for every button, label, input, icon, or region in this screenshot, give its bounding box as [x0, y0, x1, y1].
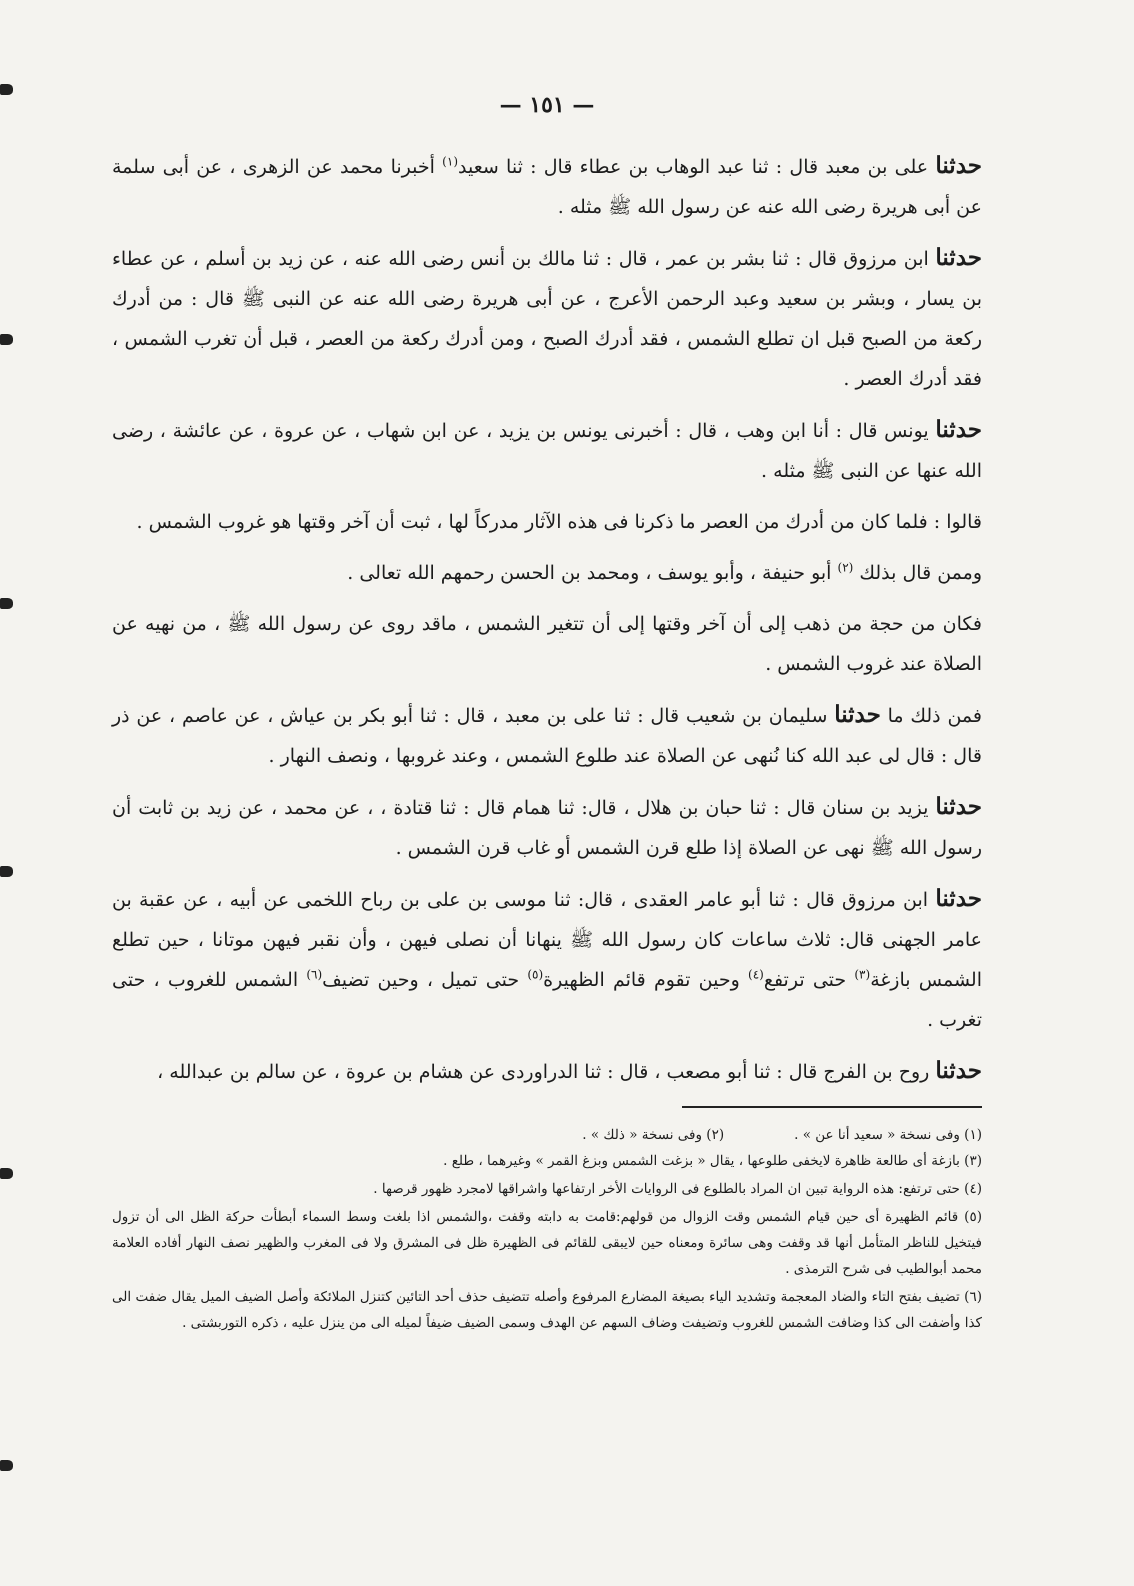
page [112, 92, 982, 1546]
footnote-2: (٢) وفى نسخة « ذلك » . [582, 1127, 725, 1143]
binding-mark [0, 1460, 13, 1471]
hadith-keyword: حدثنا [935, 885, 982, 912]
paragraph: وممن قال بذلك $^{(٢)}$ أبو حنيفة ، وأبو يوسف ، ومحمد بن الحسن رحمهم الله تعالى . [347, 560, 982, 584]
paragraph: حدثنا ابن مرزوق قال : ثنا بشر بن عمر ، قال : ثنا مالك بن أنس رضى الله عنه ، عن زيد بن أسلم ، عن عطاء بن يسار ، وبشر بن سعيد وعبد الرحمن الأعرج ، عن أبى هريرة رضى الله عنه عن النبى ﷺ قال : من أدرك ركعة من الصبح قبل ان تطلع الشمس ، فقد أدرك الصبح ، ومن أدرك ركعة من العصر ، قبل أن تغرب الشمس ، فقد أدرك العصر . [112, 244, 982, 390]
footnotes [112, 1122, 982, 1336]
footnote-ref[interactable]: (١) [442, 154, 458, 169]
page-number: — ١٥١ — [499, 92, 595, 118]
binding-mark [0, 84, 13, 95]
paragraph: قالوا : فلما كان من أدرك من العصر ما ذكرنا فى هذه الآثار مدركاً لها ، ثبت أن آخر وقتها هو غروب الشمس . [136, 511, 982, 533]
paragraph: حدثنا يزيد بن سنان قال : ثنا حبان بن هلال ، قال: ثنا همام قال : ثنا قتادة ، ، عن محمد ، عن زيد بن ثابت أن رسول الله ﷺ نهى عن الصلاة إذا طلع قرن الشمس أو غاب قرن الشمس . [112, 793, 982, 859]
footnote-4: (٤) حتى ترتفع: هذه الرواية تبين ان المراد بالطلوع فى الروايات الأخر ارتفاعها واشراقها لامجرد ظهور قرصها . [373, 1181, 982, 1197]
paragraph: حدثنا ابن مرزوق قال : ثنا أبو عامر العقدى ، قال: ثنا موسى بن على بن رباح اللخمى عن أبيه ، عن عقبة بن عامر الجهنى قال: ثلاث ساعات كان رسول الله ﷺ ينهانا أن نصلى فيهن ، وأن نقبر فيهن موتانا ، حين تطلع الشمس بازغة$^{(٣)}$ حتى ترتفع$^{(٤)}$ وحين تقوم قائم الظهيرة$^{(٥)}$ حتى تميل ، وحين تضيف$^{(٦)}$ الشمس للغروب ، حتى تغرب . [112, 885, 982, 1031]
paragraph: فكان من حجة من ذهب إلى أن آخر وقتها إلى أن تتغير الشمس ، ماقد روى عن رسول الله ﷺ ، من نهيه عن الصلاة عند غروب الشمس . [112, 613, 982, 675]
hadith-keyword: حدثنا [935, 152, 982, 179]
footnote-divider [682, 1106, 982, 1108]
paragraph: حدثنا يونس قال : أنا ابن وهب ، قال : أخبرنى يونس بن يزيد ، عن ابن شهاب ، عن عروة ، عن عائشة ، رضى الله عنها عن النبى ﷺ مثله . [112, 416, 982, 482]
hadith-keyword: حدثنا [935, 1057, 982, 1084]
hadith-keyword: حدثنا [935, 793, 982, 820]
paragraph: فمن ذلك ما حدثنا سليمان بن شعيب قال : ثنا على بن معبد ، قال : ثنا أبو بكر بن عياش ، عن عاصم ، عن ذر قال : قال لى عبد الله كنا نُنهى عن الصلاة عند طلوع الشمس ، وعند غروبها ، ونصف النهار . [112, 701, 982, 767]
footnote-ref[interactable]: (٥) [527, 967, 544, 982]
hadith-keyword: حدثنا [935, 416, 982, 443]
binding-mark [0, 1168, 13, 1179]
footnote-ref[interactable]: (٦) [306, 967, 323, 982]
hadith-keyword: حدثنا [935, 244, 982, 271]
footnote-ref[interactable]: (٣) [854, 967, 871, 982]
footnote-ref[interactable]: (٤) [748, 967, 764, 982]
main-text [112, 146, 982, 1092]
binding-mark [0, 334, 13, 345]
paragraph: حدثنا روح بن الفرج قال : ثنا أبو مصعب ، قال : ثنا الدراوردى عن هشام بن عروة ، عن سالم بن عبدالله ، [157, 1057, 982, 1084]
binding-mark [0, 598, 13, 609]
hadith-keyword: حدثنا [834, 701, 881, 728]
footnote-5: (٥) قائم الظهيرة أى حين قيام الشمس وقت الزوال من قولهم:قامت به دابته وقفت ،والشمس اذا بلغت وسط السماء أبطأت حركة الظل الى أن تزول فيتخيل للناظر المتأمل أنها قد وقفت وهى سائرة ومعناه حين لايبقى للقائم فى الظهيرة ظل فى المشرق ولا فى المغرب والظهير نصف النهار أفاده العلامة محمد أبوالطيب فى شرح الترمذى . [112, 1209, 982, 1277]
footnote-6: (٦) تضيف بفتح التاء والضاد المعجمة وتشديد الياء بصيغة المضارع المرفوع وأصله تتضيف حذف أحد التائين كتنزل الملائكة وأصل الضيف الميل يقال ضفت الى كذا وأضفت الى كذا وضافت الشمس للغروب وتضيفت وضاف السهم عن الهدف وسمى الضيف ضيفاً لميله الى من ينزل عليه ، ذكره التوربشتى . [112, 1289, 982, 1331]
footnote-ref[interactable]: (٢) [837, 560, 854, 575]
binding-mark [0, 866, 13, 877]
footnote-row [112, 1122, 982, 1148]
footnote-3: (٣) بازغة أى طالعة ظاهرة لايخفى طلوعها ، يقال « بزغت الشمس وبزغ القمر » وغيرهما ، طلع . [443, 1153, 982, 1169]
paragraph: حدثنا علی بن معبد قال : ثنا عبد الوهاب بن عطاء قال : ثنا سعيد$^{(١)}$ أخبرنا محمد عن الزهری ، عن أبی سلمة عن أبی هريرة رضى الله عنه عن رسول الله ﷺ مثله . [112, 152, 982, 218]
footnote-1: (١) وفى نسخة « سعيد أنا عن » . [794, 1127, 982, 1143]
